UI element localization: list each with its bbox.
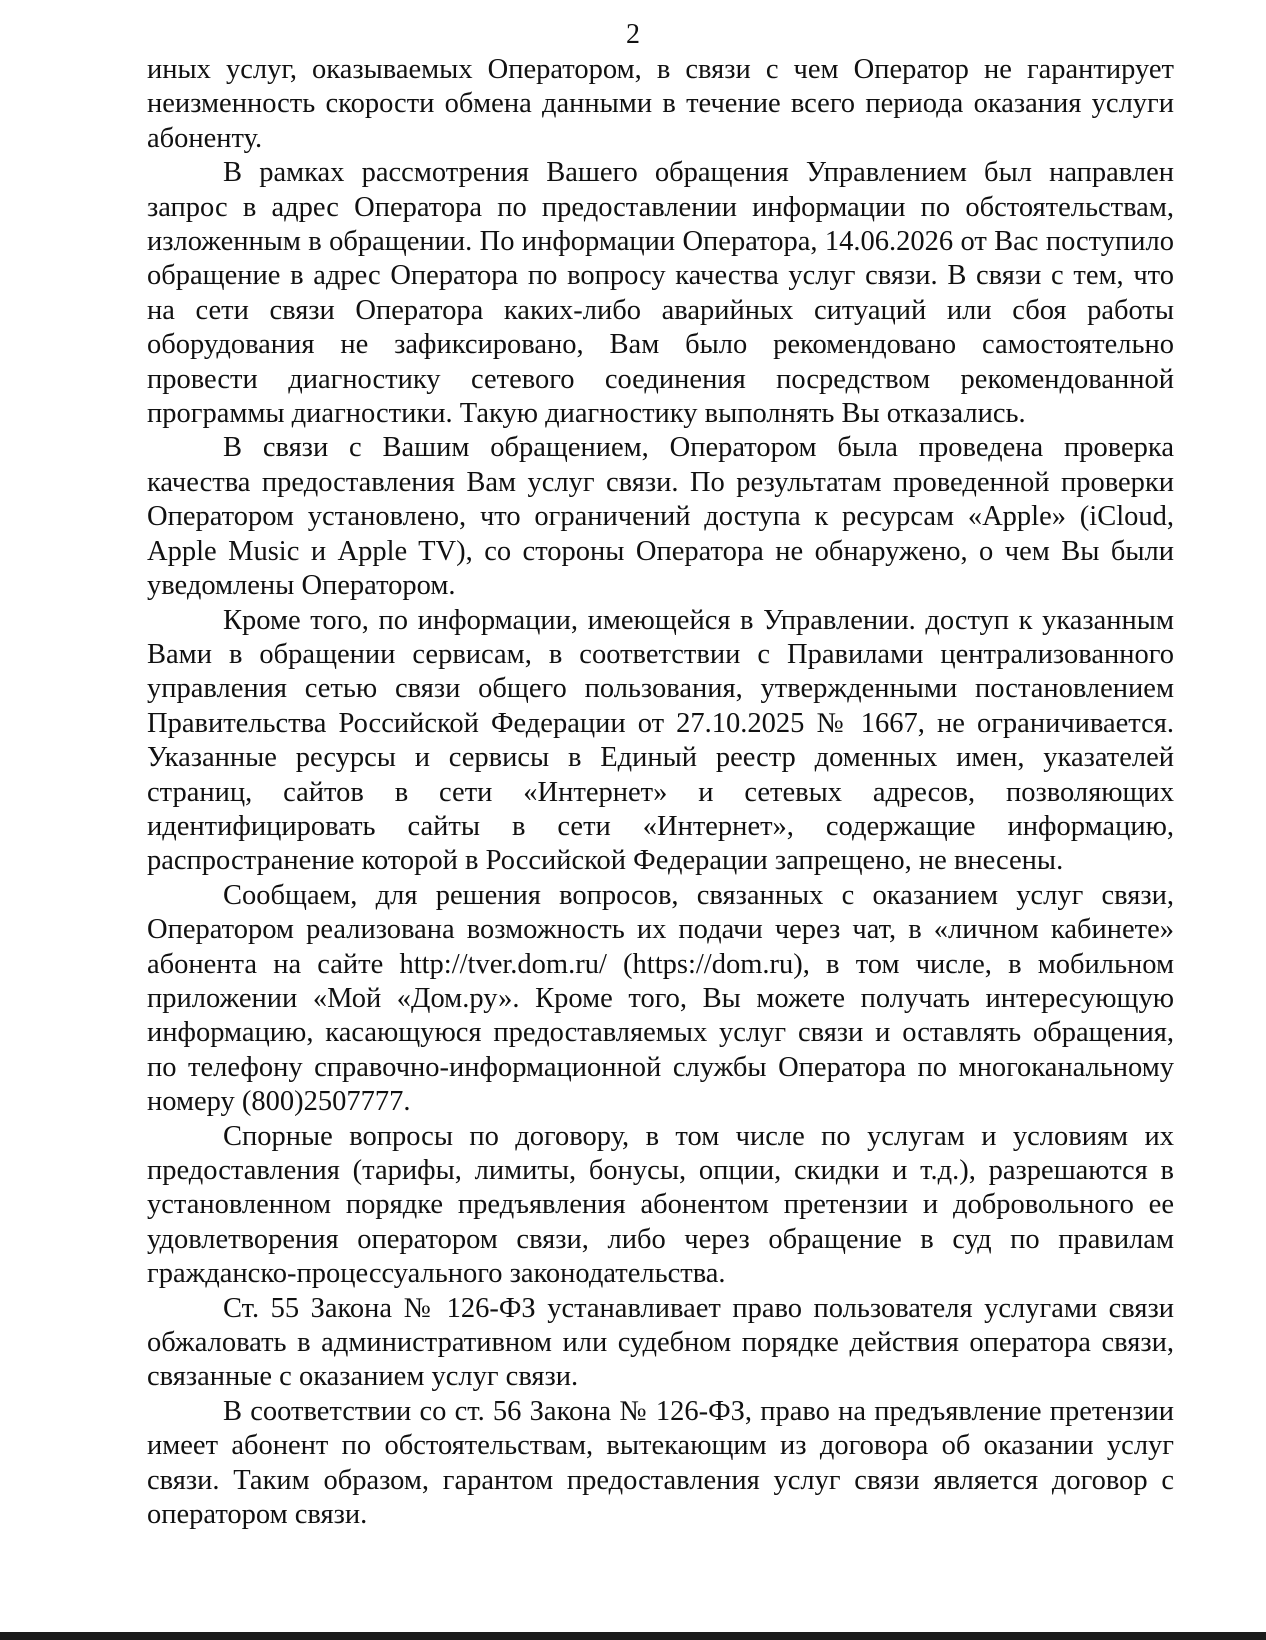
paragraph-article-55: Ст. 55 Закона № 126-ФЗ устанавливает право пользователя услугами связи обжаловать в административном или судебном порядке действия оператора связи, связанные с оказанием услуг связи. — [147, 1292, 1174, 1393]
paragraph-disputes: Спорные вопросы по договору, в том числе по услугам и условиям их предоставления (тарифы, лимиты, бонусы, опции, скидки и т.д.), разрешаются в установленном порядке предъявления абонентом претензии и добровольного ее удовлетворения оператором связи, либо через обращение в суд по правилам гражданско-процессуального законодательства. — [147, 1120, 1174, 1290]
letter-body — [147, 53, 1174, 1532]
paragraph-article-56: В соответствии со ст. 56 Закона № 126-ФЗ, право на предъявление претензии имеет абонент по обстоятельствам, вытекающим из договора об оказании услуг связи. Таким образом, гарантом предоставления услуг связи является договор с оператором связи. — [147, 1395, 1174, 1531]
paragraph-access-not-restricted: Кроме того, по информации, имеющейся в Управлении. доступ к указанным Вами в обращении сервисам, в соответствии с Правилами централизованного управления сетью связи общего пользования, утвержденными постановлением Правительства Российской Федерации от 27.10.2025 № 1667, не ограничивается. Указанные ресурсы и сервисы в Единый реестр доменных имен, указателей страниц, сайтов в сети «Интернет» и сетевых адресов, позволяющих идентифицировать сайты в сети «Интернет», содержащие информацию, распространение которой в Российской Федерации запрещено, не внесены. — [147, 604, 1174, 877]
paragraph-quality-check: В связи с Вашим обращением, Оператором была проведена проверка качества предоставления Вам услуг связи. По результатам проведенной проверки Оператором установлено, что ограничений доступа к ресурсам «Apple» (iCloud, Apple Music и Apple TV), со стороны Оператора не обнаружено, о чем Вы были уведомлены Оператором. — [147, 432, 1174, 602]
page-number: 2 — [626, 19, 640, 50]
paragraph-contact-channels: Сообщаем, для решения вопросов, связанных с оказанием услуг связи, Оператором реализована возможность их подачи через чат, в «личном кабинете» абонента на сайте http://tver.dom.ru/ (https://dom.ru), в том числе, в мобильном приложении «Мой «Дом.ру». Кроме того, Вы можете получать интересующую информацию, касающуюся предоставляемых услуг связи и оставлять обращения, по телефону справочно-информационной службы Оператора по многоканальному номеру (800)2507777. — [147, 879, 1174, 1118]
paragraph-continuation: иных услуг, оказываемых Оператором, в связи с чем Оператор не гарантирует неизменность скорости обмена данными в течение всего периода оказания услуги абоненту. — [147, 54, 1174, 154]
bottom-edge-bar — [0, 1632, 1266, 1640]
paragraph-operator-request: В рамках рассмотрения Вашего обращения Управлением был направлен запрос в адрес Оператора по предоставлении информации по обстоятельствам, изложенным в обращении. По информации Оператора, 14.06.2026 от Вас поступило обращение в адрес Оператора по вопросу качества услуг связи. В связи с тем, что на сети связи Оператора каких-либо аварийных ситуаций или сбоя работы оборудования не зафиксировано, Вам было рекомендовано самостоятельно провести диагностику сетевого соединения посредством рекомендованной программы диагностики. Такую диагностику выполнять Вы отказались. — [147, 157, 1174, 430]
